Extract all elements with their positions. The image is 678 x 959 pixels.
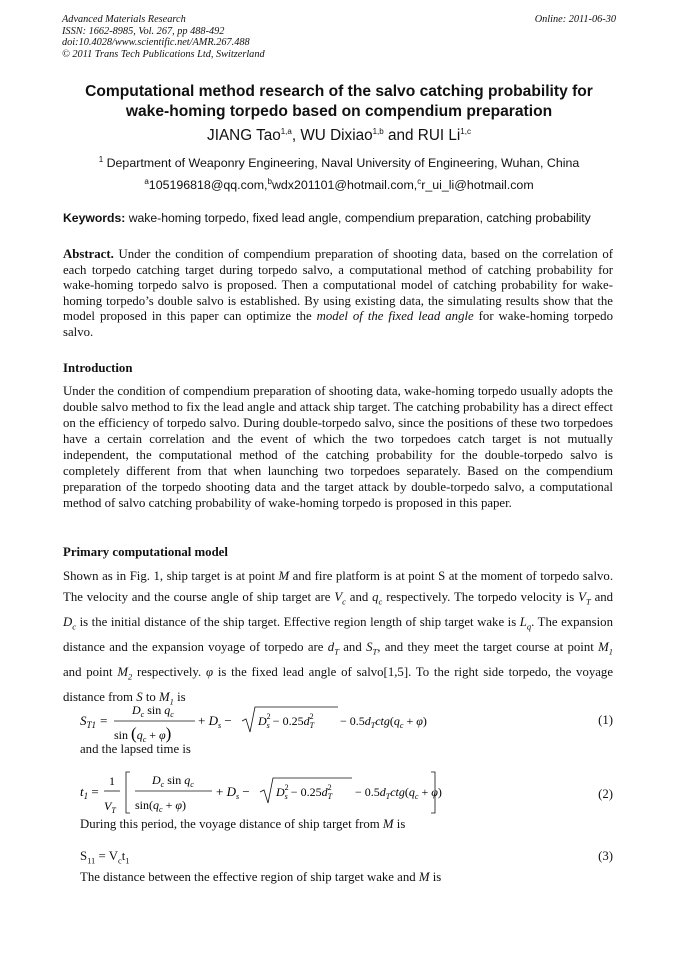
text-run: is: [177, 690, 186, 705]
email-sup: c: [417, 177, 422, 186]
eq-term: S: [80, 849, 88, 863]
equation-2: [80, 766, 440, 818]
model-text: [63, 566, 613, 712]
affiliation: [0, 155, 678, 170]
svg-text:1: 1: [109, 774, 115, 788]
svg-text:− 0.5dTctg(qc + φ): − $0.5d_Tctg(q_c + \varphi)$: [355, 785, 442, 801]
affil-sup: 1: [98, 155, 104, 164]
math-symbol: $D_c$: [63, 614, 77, 632]
eq-sub: c: [117, 855, 122, 866]
svg-text:Dc sin qc: $D_c$ $\sin q_c$: [152, 773, 194, 789]
keywords-text: wake-homing torpedo, fixed lead angle, compendium preparation, catching probability: [128, 211, 591, 225]
introduction-text: Under the condition of compendium preparation of shooting data, wake-homing torpedo usually adopts the double salvo method to fix the lead angle and attack ship target. The catching probability has a direct effect on the efficiency of torpedo salvo. During double-torpedo salvo, since the positions of these two torpedoes have a certain correlation and the event of which the two torpedoes catch target is not mutually independent, the computational method of the catching probability for the double-torpedo salvo is completely different from that when launching two torpedoes separately. Based on the compendium preparation of the torpedo shooting data and the target attack by double-torpedo salvo, a computational method of salvo catching probability of wake-homing torpedo is proposed in this paper.: [63, 384, 613, 510]
math-symbol: $V_c$: [334, 589, 346, 607]
abstract: [63, 247, 613, 341]
svg-text:Dc sin qc: $D_c$ $\sin q_c$: [132, 703, 174, 719]
svg-text:D2s − 0.25d2T: $D^2$ $s - 0.25d^2$ T: [258, 712, 315, 730]
text-run: The distance between the effective region of ship target wake and: [80, 870, 416, 884]
email-sup: b: [267, 177, 272, 186]
svg-text:t1 =: $t_1$ =: [80, 784, 99, 801]
equation-1: [80, 697, 427, 745]
equation-lead: [80, 817, 405, 832]
math-symbol: $M_1$: [159, 690, 174, 707]
math-symbol: $V_T$: [578, 589, 591, 607]
text-run: . The expansion distance and the expansion voyage of torpedo are: [63, 614, 613, 654]
email-link[interactable]: r_ui_li@hotmail.com: [421, 178, 534, 193]
text-run: respectively.: [137, 665, 202, 680]
svg-text:+ Ds −: + $D_s$ −: [198, 713, 232, 730]
author-and: and: [387, 127, 414, 145]
author-name: WU Dixiao: [300, 127, 373, 145]
svg-text:ST1 =: $S_{T1}$ =: [80, 713, 109, 730]
author-sup: 1,a: [280, 127, 292, 136]
text-run: Shown as in Fig. 1, ship target is at point: [63, 569, 275, 583]
eq-sub: 1: [125, 855, 130, 866]
paper-title: [62, 82, 616, 121]
svg-text:D2s − 0.25d2T: $D^2$ $s - 0.25d^2$ T: [276, 783, 333, 801]
text-run: is the fixed lead angle of salvo[1,5]. To the right side torpedo, the voyage distance from: [63, 665, 613, 705]
affiliation-text: Department of Weaponry Engineering, Naval University of Engineering, Wuhan, China: [106, 156, 580, 171]
eq-term: t: [121, 849, 126, 863]
svg-text:sin(qc + φ): $\sin(q_c + \varphi)$: [135, 798, 186, 814]
math-symbol: φ: [205, 665, 214, 680]
email-list: [0, 177, 678, 192]
text-run: is the initial distance of the ship target. Effective region length of ship target wake is: [79, 614, 517, 629]
math-symbol: $M_1$: [598, 639, 614, 657]
copyright-line: © 2011 Trans Tech Publications Ltd, Switzerland: [62, 48, 265, 60]
eq-term: = V: [98, 849, 118, 863]
equation-number: (3): [598, 849, 613, 863]
equation-lead: [80, 870, 441, 885]
text-run: to: [145, 690, 156, 705]
abstract-label: Abstract.: [63, 247, 114, 261]
math-symbol: M: [418, 870, 430, 884]
title-line-2: wake-homing torpedo based on compendium preparation: [125, 102, 553, 120]
equation-3: [80, 849, 130, 866]
text-run: and: [594, 589, 614, 604]
title-line-1: Computational method research of the salvo catching probability for: [85, 83, 593, 100]
equation-number: (1): [598, 713, 613, 727]
svg-text:− 0.5dTctg(qc + φ): − $0.5d_Tctg(q_c + \varphi)$: [340, 714, 427, 730]
math-symbol: $S_T$: [366, 639, 378, 657]
email-sup: a: [144, 177, 149, 186]
author-sup: 1,c: [460, 127, 471, 136]
text-run: and point: [63, 665, 113, 680]
abstract-text: Under the condition of compendium preparation of shooting data, based on the correlation of each torpedo catching target during torpedo salvo, a computational method of catching probability for wake-homing torpedo salvo is proposed. Then a computational model of catching probability for wake-homing torpedo’s double salvo is established. By using existing data, the simulating results show that the model proposed in this paper can optimize the: [63, 247, 613, 324]
online-date: Online: 2011-06-30: [534, 14, 616, 25]
issn-line: ISSN: 1662-8985, Vol. 267, pp 488-492: [62, 25, 225, 37]
author-name: JIANG Tao: [207, 127, 281, 145]
email-link[interactable]: 105196818@qq.com,: [148, 178, 268, 193]
model-heading: Primary computational model: [63, 545, 228, 559]
math-symbol: S: [136, 690, 143, 705]
math-symbol: M: [382, 817, 394, 831]
introduction-heading: Introduction: [63, 361, 133, 375]
text-run: and: [349, 589, 369, 604]
journal-header: [62, 14, 616, 60]
text-run: is: [432, 870, 442, 884]
author-sup: 1,b: [372, 127, 384, 136]
doi-line: doi:10.4028/www.scientific.net/AMR.267.488: [62, 37, 250, 48]
email-link[interactable]: wdx201101@hotmail.com,: [271, 178, 418, 193]
math-symbol: $L_q$: [519, 614, 532, 632]
text-run: is: [396, 817, 406, 831]
text-run: and: [343, 639, 362, 654]
abstract-italic: model of the fixed lead angle: [316, 309, 474, 324]
author-name: RUI Li: [417, 127, 461, 145]
equation-number: (2): [598, 787, 613, 801]
author-list: JIANG Tao$^{1,a}$, WU Dixiao$^{1,b}$ and RUI Li$^{1,c}$: [207, 127, 471, 145]
math-symbol: $q_c$: [372, 589, 383, 607]
journal-name: Advanced Materials Research: [62, 14, 186, 25]
svg-text:sin (qc + φ): $\sin (q_c + \varphi)$: [114, 724, 172, 744]
math-symbol: $d_T$: [327, 639, 339, 657]
keywords: [63, 211, 616, 225]
abstract-tail: for wake-homing torpedo salvo.: [63, 309, 613, 339]
eq-sub: 11: [87, 855, 96, 866]
math-symbol: $M_2$: [117, 665, 133, 682]
text-run: respectively. The torpedo velocity is: [386, 589, 575, 604]
math-symbol: M: [278, 569, 290, 583]
text-run: , and they meet the target course at point: [377, 639, 594, 654]
keywords-label: Keywords:: [63, 211, 126, 225]
svg-text:VT: $V_T$: [104, 799, 116, 815]
text-run: and fire platform is at point S at the moment of torpedo salvo. The velocity and the course angle of ship target are: [63, 569, 614, 604]
text-run: During this period, the voyage distance of ship target from: [80, 817, 380, 831]
equation-lead: and the lapsed time is: [80, 742, 191, 756]
svg-text:+ Ds −: + $D_s$ −: [216, 784, 250, 801]
